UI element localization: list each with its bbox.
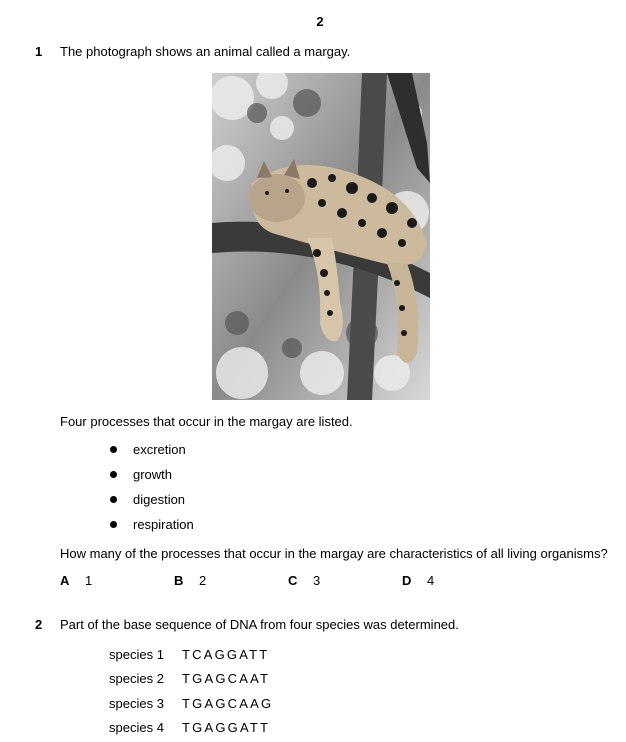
species-name: species 3: [109, 696, 164, 711]
option-letter: B: [174, 573, 184, 588]
option-value: 3: [313, 573, 321, 588]
option-value: 4: [427, 573, 435, 588]
option-c[interactable]: [288, 573, 320, 588]
question-2-number: 2: [35, 617, 43, 632]
species-name: species 2: [109, 671, 164, 686]
option-letter: A: [60, 573, 70, 588]
option-a[interactable]: [60, 573, 92, 588]
option-letter: C: [288, 573, 298, 588]
question-1-text: How many of the processes that occur in the margay are characteristics of all living organisms?: [60, 546, 608, 561]
process-item: excretion: [133, 442, 186, 457]
bullet-icon: [110, 521, 117, 528]
dna-sequence: TGAGGATT: [182, 720, 271, 735]
species-name: species 1: [109, 647, 164, 662]
margay-photo: [212, 73, 430, 400]
option-d[interactable]: [402, 573, 434, 588]
process-item: respiration: [133, 517, 194, 532]
dna-sequence: TGAGCAAG: [182, 696, 274, 711]
dna-sequence: TCAGGATT: [182, 647, 270, 662]
option-letter: D: [402, 573, 412, 588]
option-value: 2: [199, 573, 207, 588]
option-b[interactable]: [174, 573, 206, 588]
question-1-intro: The photograph shows an animal called a margay.: [60, 44, 351, 59]
dna-sequence: TGAGCAAT: [182, 671, 271, 686]
page-number: 2: [316, 14, 324, 29]
bullet-icon: [110, 471, 117, 478]
bullet-icon: [110, 446, 117, 453]
process-item: growth: [133, 467, 173, 482]
processes-lead: Four processes that occur in the margay are listed.: [60, 414, 353, 429]
bullet-icon: [110, 496, 117, 503]
question-1-number: 1: [35, 44, 43, 59]
species-name: species 4: [109, 720, 164, 735]
process-item: digestion: [133, 492, 186, 507]
question-2-intro: Part of the base sequence of DNA from four species was determined.: [60, 617, 459, 632]
option-value: 1: [85, 573, 93, 588]
